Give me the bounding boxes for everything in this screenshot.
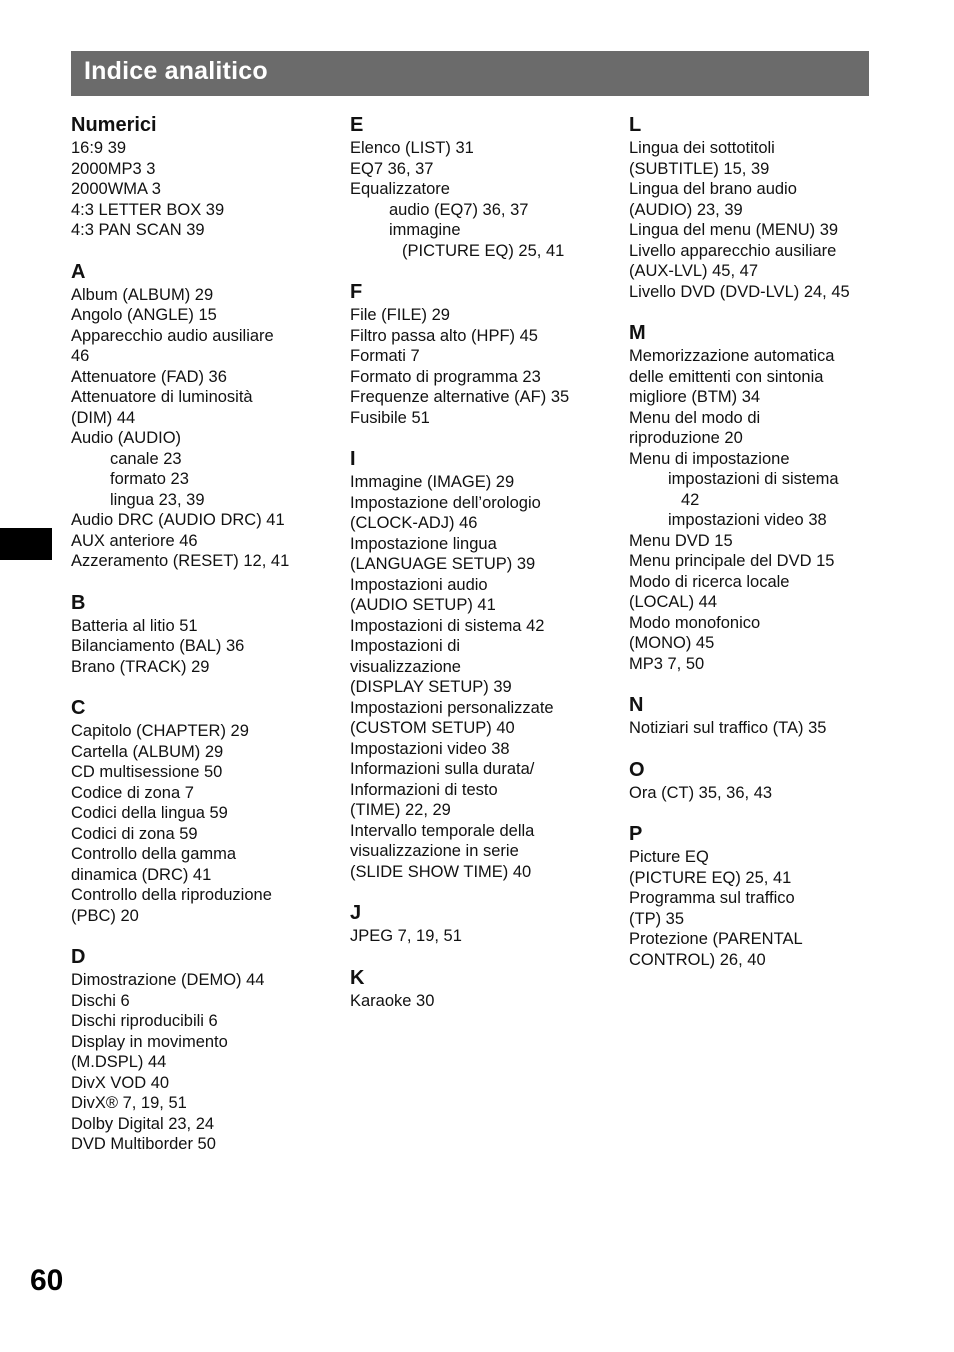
index-entry: 46 xyxy=(71,347,90,365)
index-entry: Apparecchio audio ausiliare xyxy=(71,326,274,345)
section-heading: D xyxy=(71,946,86,968)
index-section xyxy=(629,112,899,302)
index-entry: Programma sul traffico xyxy=(629,889,795,907)
index-entry: (AUX-LVL) 45, 47 xyxy=(629,262,759,280)
index-entry: (M.DSPL) 44 xyxy=(71,1053,167,1071)
index-entry: Audio DRC (AUDIO DRC) 41 xyxy=(71,511,285,529)
index-entry: (SUBTITLE) 15, 39 xyxy=(629,159,770,178)
index-entry: Lingua del brano audio xyxy=(629,180,797,198)
index-entry: Controllo della riproduzione xyxy=(71,886,272,904)
index-subentry: impostazioni video 38 xyxy=(668,511,827,529)
index-section xyxy=(71,112,341,241)
index-subentry: 42 xyxy=(681,490,700,509)
index-entry: (LOCAL) 44 xyxy=(629,593,718,611)
index-subentry: lingua 23, 39 xyxy=(110,490,205,509)
section-heading: N xyxy=(629,694,644,716)
index-entry: Impostazioni personalizzate xyxy=(350,698,554,717)
index-section xyxy=(629,757,899,804)
index-entry: Capitolo (CHAPTER) 29 xyxy=(71,722,249,740)
index-subentry: (PICTURE EQ) 25, 41 xyxy=(402,241,565,260)
index-section xyxy=(350,900,620,947)
index-entry: Dischi 6 xyxy=(71,991,130,1010)
index-entry: delle emittenti con sintonia xyxy=(629,367,824,386)
index-entry: Impostazioni di xyxy=(350,637,461,655)
index-entry: migliore (BTM) 34 xyxy=(629,388,761,406)
index-entry: Menu del modo di xyxy=(629,408,761,427)
section-heading: P xyxy=(629,823,643,845)
index-entry: Lingua del menu (MENU) 39 xyxy=(629,221,839,239)
index-entry: Brano (TRACK) 29 xyxy=(71,657,210,676)
section-heading: K xyxy=(350,966,365,989)
index-entry: DVD Multiborder 50 xyxy=(71,1135,216,1153)
index-entry: EQ7 36, 37 xyxy=(350,159,434,178)
index-entry: Ora (CT) 35, 36, 43 xyxy=(629,783,773,802)
index-entry: 4:3 LETTER BOX 39 xyxy=(71,200,225,219)
index-entry: Protezione (PARENTAL xyxy=(629,930,803,948)
index-entry: Informazioni sulla durata/ xyxy=(350,760,535,778)
index-entry: Menu di impostazione xyxy=(629,449,790,468)
index-entry: (DIM) 44 xyxy=(71,408,136,427)
section-heading: F xyxy=(350,281,363,303)
index-entry: Dolby Digital 23, 24 xyxy=(71,1114,215,1133)
section-heading: A xyxy=(71,260,86,283)
index-entry: Angolo (ANGLE) 15 xyxy=(71,306,217,324)
index-entry: (PICTURE EQ) 25, 41 xyxy=(629,868,792,887)
index-entry: Informazioni di testo xyxy=(350,780,498,799)
index-entry: Immagine (IMAGE) 29 xyxy=(350,473,515,491)
index-entry: Dimostrazione (DEMO) 44 xyxy=(71,971,265,989)
index-entry: visualizzazione in serie xyxy=(350,842,519,860)
index-entry: Impostazioni di sistema 42 xyxy=(350,616,545,635)
index-entry: Equalizzatore xyxy=(350,180,450,198)
index-entry: 4:3 PAN SCAN 39 xyxy=(71,221,205,239)
index-subentry: audio (EQ7) 36, 37 xyxy=(389,200,529,219)
index-entry: (MONO) 45 xyxy=(629,634,715,652)
index-entry: visualizzazione xyxy=(350,657,461,676)
index-entry: CD multisessione 50 xyxy=(71,763,223,781)
index-section xyxy=(629,692,899,739)
index-subentry: canale 23 xyxy=(110,449,182,468)
index-entry: Azzeramento (RESET) 12, 41 xyxy=(71,552,290,570)
index-entry: File (FILE) 29 xyxy=(350,306,450,324)
index-entry: Controllo della gamma xyxy=(71,845,237,863)
index-entry: Codici della lingua 59 xyxy=(71,804,228,822)
index-section xyxy=(350,279,620,428)
index-entry: 2000WMA 3 xyxy=(71,180,161,198)
index-entry: (TIME) 22, 29 xyxy=(350,801,451,819)
index-entry: Batteria al litio 51 xyxy=(71,616,198,635)
index-entry: (CUSTOM SETUP) 40 xyxy=(350,719,515,737)
index-entry: DivX VOD 40 xyxy=(71,1073,170,1092)
index-entry: Elenco (LIST) 31 xyxy=(350,139,474,157)
index-column-1 xyxy=(71,112,341,1173)
index-entry: Picture EQ xyxy=(629,848,709,866)
section-heading: I xyxy=(350,448,356,470)
index-entry: Notiziari sul traffico (TA) 35 xyxy=(629,719,827,737)
section-heading: M xyxy=(629,322,646,344)
index-entry: (DISPLAY SETUP) 39 xyxy=(350,678,512,696)
index-entry: Display in movimento xyxy=(71,1032,228,1051)
index-entry: riproduzione 20 xyxy=(629,429,743,447)
index-entry: Audio (AUDIO) xyxy=(71,429,182,447)
index-entry: Bilanciamento (BAL) 36 xyxy=(71,637,245,655)
section-heading: J xyxy=(350,902,362,924)
index-subentry: formato 23 xyxy=(110,470,189,488)
index-entry: Impostazioni video 38 xyxy=(350,739,510,758)
section-heading: B xyxy=(71,591,86,614)
index-entry: Formati 7 xyxy=(350,347,420,365)
index-entry: Attenuatore (FAD) 36 xyxy=(71,367,227,386)
index-entry: Codici di zona 59 xyxy=(71,824,198,843)
index-section xyxy=(71,944,341,1155)
index-entry: Livello DVD (DVD-LVL) 24, 45 xyxy=(629,282,850,301)
index-entry: Memorizzazione automatica xyxy=(629,347,835,365)
index-entry: Impostazione dell’orologio xyxy=(350,493,541,512)
index-entry: Dischi riproducibili 6 xyxy=(71,1012,218,1030)
index-section xyxy=(71,695,341,926)
index-entry: AUX anteriore 46 xyxy=(71,531,198,550)
index-section xyxy=(71,259,341,572)
index-entry: Karaoke 30 xyxy=(350,991,435,1010)
page-number: 60 xyxy=(30,1264,64,1297)
section-heading: C xyxy=(71,697,86,719)
index-entry: Fusibile 51 xyxy=(350,408,430,427)
index-column-3 xyxy=(629,112,899,988)
index-section xyxy=(71,590,341,678)
section-heading: E xyxy=(350,114,364,136)
index-subentry: impostazioni di sistema xyxy=(668,470,839,488)
index-entry: Livello apparecchio ausiliare xyxy=(629,241,837,260)
section-heading: Numerici xyxy=(71,114,157,136)
index-entry: Cartella (ALBUM) 29 xyxy=(71,742,224,761)
index-entry: (AUDIO) 23, 39 xyxy=(629,200,743,219)
index-entry: MP3 7, 50 xyxy=(629,654,705,673)
index-section xyxy=(350,446,620,882)
index-entry: Menu principale del DVD 15 xyxy=(629,552,835,570)
page-title: Indice analitico xyxy=(84,57,268,85)
index-column-2 xyxy=(350,112,620,1029)
index-entry: Impostazioni audio xyxy=(350,575,488,594)
index-entry: (LANGUAGE SETUP) 39 xyxy=(350,555,536,573)
index-entry: (TP) 35 xyxy=(629,909,685,928)
index-entry: (AUDIO SETUP) 41 xyxy=(350,596,496,614)
index-entry: JPEG 7, 19, 51 xyxy=(350,927,462,945)
index-entry: 2000MP3 3 xyxy=(71,159,156,178)
index-entry: DivX® 7, 19, 51 xyxy=(71,1094,187,1112)
section-heading: L xyxy=(629,114,642,136)
index-section xyxy=(350,112,620,261)
index-entry: Modo di ricerca locale xyxy=(629,572,790,591)
index-entry: (SLIDE SHOW TIME) 40 xyxy=(350,862,532,881)
index-entry: Filtro passa alto (HPF) 45 xyxy=(350,326,538,345)
index-entry: Codice di zona 7 xyxy=(71,783,194,802)
index-entry: Impostazione lingua xyxy=(350,534,497,553)
index-section xyxy=(629,821,899,970)
index-entry: Modo monofonico xyxy=(629,613,761,632)
index-entry: (CLOCK-ADJ) 46 xyxy=(350,514,478,532)
index-section xyxy=(350,965,620,1012)
index-entry: Attenuatore di luminosità xyxy=(71,388,253,406)
index-entry: (PBC) 20 xyxy=(71,906,139,925)
section-tab-marker xyxy=(0,528,52,560)
index-entry: Album (ALBUM) 29 xyxy=(71,285,214,304)
index-entry: Intervallo temporale della xyxy=(350,821,535,840)
index-entry: CONTROL) 26, 40 xyxy=(629,950,766,969)
index-entry: Formato di programma 23 xyxy=(350,367,541,386)
index-entry: 16:9 39 xyxy=(71,139,127,157)
index-entry: Frequenze alternative (AF) 35 xyxy=(350,388,570,406)
index-section xyxy=(629,320,899,674)
index-entry: dinamica (DRC) 41 xyxy=(71,865,212,884)
index-entry: Menu DVD 15 xyxy=(629,531,733,550)
section-heading: O xyxy=(629,758,645,781)
index-entry: Lingua dei sottotitoli xyxy=(629,139,775,157)
index-title-bar xyxy=(71,51,869,96)
index-subentry: immagine xyxy=(389,221,461,239)
